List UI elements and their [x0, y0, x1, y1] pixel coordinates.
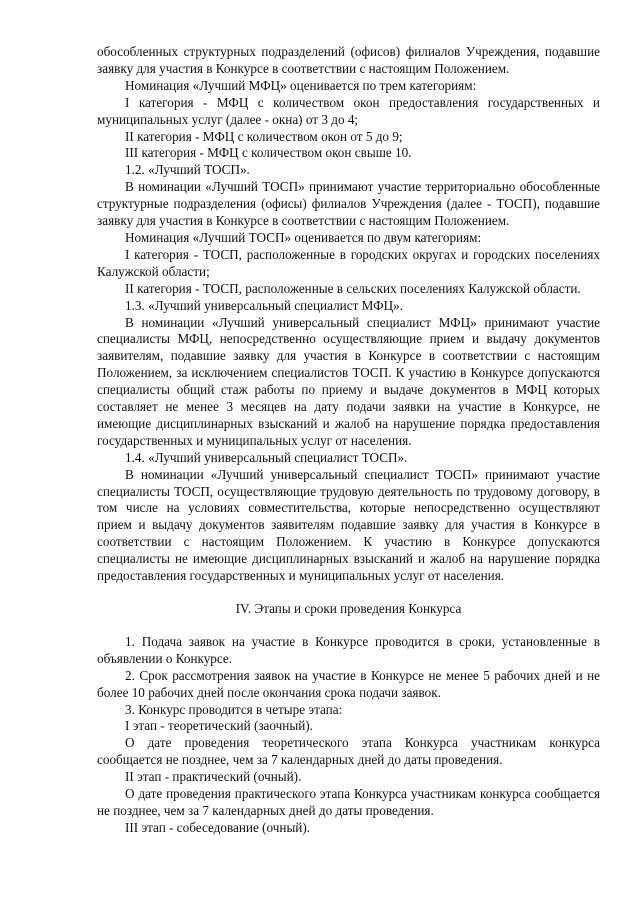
paragraph: II категория - ТОСП, расположенные в сельских поселениях Калужской области. — [125, 280, 581, 296]
section-heading: IV. Этапы и сроки проведения Конкурса — [235, 601, 462, 616]
paragraph: О дате проведения теоретического этапа Конкурса участникам конкурса сообщается не позднее, чем за 7 календарных дней до даты проведения. — [97, 735, 600, 768]
spacer — [97, 618, 600, 634]
paragraph: III категория - МФЦ с количеством окон свыше 10. — [125, 145, 412, 161]
paragraph: 1. Подача заявок на участие в Конкурсе проводится в сроки, установленные в объявлении о Конкурсе. — [97, 633, 600, 666]
spacer — [97, 585, 600, 601]
paragraph: В номинации «Лучший универсальный специалист МФЦ» принимают участие специалисты МФЦ, непосредственно осуществляющие прием и выдачу документов заявителям, подавшие заявку для участия в Конкурсе в соответствии с настоящим Положением, за исключением специалистов ТОСП. К участию в Конкурсе допускаются специалисты общий стаж работы по приему и выдаче документов в МФЦ которых составляет не менее 3 месяцев на дату подачи заявки на участие в Конкурсе, не имеющие дисциплинарных взысканий и жалоб на нарушение порядка предоставления государственных и муниципальных услуг от населения. — [97, 314, 600, 448]
document-body — [97, 44, 600, 837]
paragraph: 3. Конкурс проводится в четыре этапа: — [125, 701, 343, 717]
paragraph: I этап - теоретический (заочный). — [125, 718, 313, 734]
paragraph: 1.3. «Лучший универсальный специалист МФЦ». — [125, 297, 404, 313]
paragraph: II категория - МФЦ с количеством окон от 5 до 9; — [125, 128, 403, 144]
paragraph: обособленных структурных подразделений (офисов) филиалов Учреждения, подавшие заявку для участия в Конкурсе в соответствии с настоящим Положением. — [97, 44, 600, 76]
paragraph: В номинации «Лучший универсальный специалист ТОСП» принимают участие специалисты ТОСП, осуществляющие трудовую деятельность по трудовому договору, в том числе на условиях совместительства, которые непосредственно осуществляют прием и выдачу документов заявителям подавшие заявку для участия в Конкурсе в соответствии с настоящим Положением. К участию в Конкурсе допускаются специалисты не имеющие дисциплинарных взысканий и жалоб на нарушение порядка предоставления государственных и муниципальных услуг от населения. — [97, 466, 600, 584]
paragraph: 2. Срок рассмотрения заявок на участие в Конкурсе не менее 5 рабочих дней и не более 10 рабочих дней после окончания срока подачи заявок. — [97, 667, 600, 700]
paragraph: III этап - собеседование (очный). — [125, 819, 311, 835]
paragraph: II этап - практический (очный). — [125, 769, 302, 785]
paragraph: Номинация «Лучший ТОСП» оценивается по двум категориям: — [125, 229, 482, 245]
paragraph: Номинация «Лучший МФЦ» оценивается по трем категориям: — [125, 77, 477, 93]
paragraph: 1.4. «Лучший универсальный специалист ТОСП». — [125, 449, 408, 465]
paragraph: В номинации «Лучший ТОСП» принимают участие территориально обособленные структурные подразделения (офисы) филиалов Учреждения (далее - ТОСП), подавшие заявку для участия в Конкурсе в соответствии с настоящим Положением. — [97, 179, 600, 229]
paragraph: 1.2. «Лучший ТОСП». — [125, 162, 250, 178]
paragraph: О дате проведения практического этапа Конкурса участникам конкурса сообщается не позднее, чем за 7 календарных дней до даты проведения. — [97, 786, 600, 818]
paragraph: I категория - МФЦ с количеством окон предоставления государственных и муниципальных услуг (далее - окна) от 3 до 4; — [97, 94, 600, 127]
paragraph: I категория - ТОСП, расположенные в городских округах и городских поселениях Калужской области; — [97, 246, 600, 279]
